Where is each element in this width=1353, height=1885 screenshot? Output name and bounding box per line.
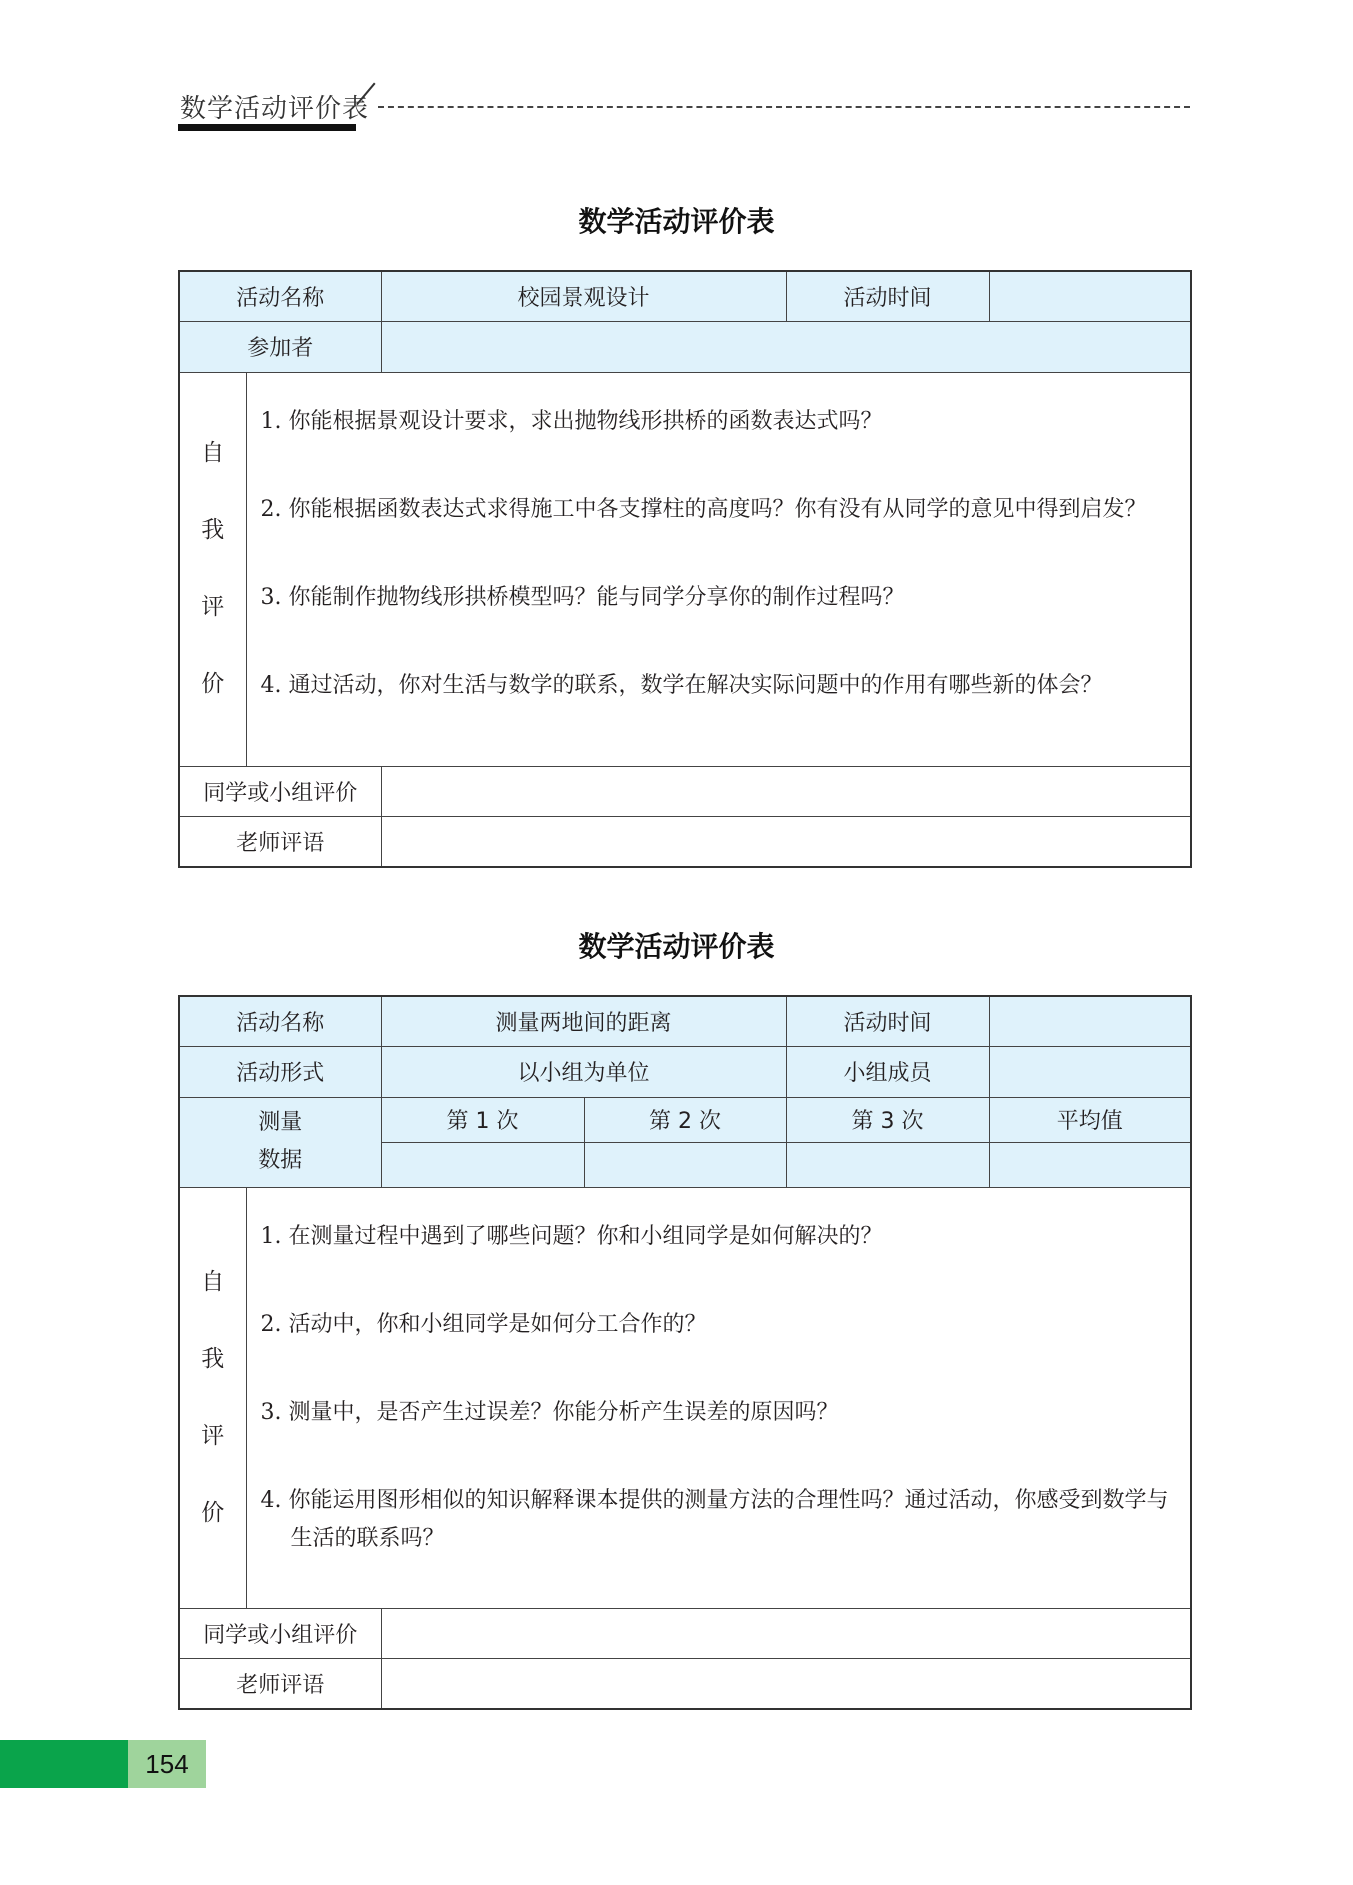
peer-evaluation-label: 同学或小组评价 — [179, 1608, 381, 1658]
question-item: 1. 你能根据景观设计要求，求出抛物线形拱桥的函数表达式吗？ — [260, 408, 883, 434]
table2-title: 数学活动评价表 — [578, 930, 775, 963]
activity-time-label: 活动时间 — [786, 271, 989, 321]
self-eval-char: 我 — [201, 517, 225, 543]
evaluation-table-1 — [178, 270, 1192, 868]
measurement-value-2 — [584, 1142, 786, 1187]
activity-time-value — [989, 996, 1191, 1046]
question-item: 3. 测量中，是否产生过误差？你能分析产生误差的原因吗？ — [260, 1399, 839, 1425]
header-underline-bar — [178, 124, 356, 131]
self-eval-char: 评 — [201, 1422, 225, 1449]
group-members-label: 小组成员 — [786, 1046, 989, 1097]
activity-name-label: 活动名称 — [179, 271, 381, 321]
self-eval-char: 我 — [201, 1345, 225, 1372]
running-header-title: 数学活动评价表 — [180, 94, 370, 124]
participants-label: 参加者 — [179, 321, 381, 372]
page-tab-green-block — [0, 1740, 128, 1788]
measurement-label-line: 测量 — [258, 1109, 303, 1135]
activity-name-label: 活动名称 — [179, 996, 381, 1046]
participants-value — [381, 321, 1191, 372]
activity-form-value: 以小组为单位 — [381, 1046, 786, 1097]
activity-name-value: 校园景观设计 — [381, 271, 786, 321]
measurement-header-1: 第 1 次 — [381, 1097, 584, 1142]
measurement-value-average — [989, 1142, 1191, 1187]
measurement-data-label — [179, 1097, 381, 1187]
self-eval-char: 自 — [201, 1268, 225, 1295]
table1-title: 数学活动评价表 — [578, 205, 775, 238]
measurement-header-3: 第 3 次 — [786, 1097, 989, 1142]
activity-time-label: 活动时间 — [786, 996, 989, 1046]
header-dashed-rule — [378, 106, 1190, 108]
group-members-value — [989, 1046, 1191, 1097]
question-item: 3. 你能制作抛物线形拱桥模型吗？能与同学分享你的制作过程吗？ — [260, 584, 905, 610]
measurement-header-average: 平均值 — [989, 1097, 1191, 1142]
self-evaluation-questions — [246, 372, 1191, 766]
measurement-value-3 — [786, 1142, 989, 1187]
self-evaluation-label — [179, 1187, 246, 1608]
question-item: 2. 活动中，你和小组同学是如何分工合作的？ — [260, 1311, 707, 1337]
self-eval-char: 评 — [201, 594, 225, 620]
activity-form-label: 活动形式 — [179, 1046, 381, 1097]
measurement-label-line: 数据 — [258, 1148, 303, 1173]
question-item: 4. 你能运用图形相似的知识解释课本提供的测量方法的合理性吗？通过活动，你感受到数学与生活的联系吗？ — [260, 1487, 1169, 1551]
peer-evaluation-label: 同学或小组评价 — [179, 766, 381, 816]
question-item: 2. 你能根据函数表达式求得施工中各支撑柱的高度吗？你有没有从同学的意见中得到启发？ — [260, 496, 1147, 522]
activity-time-value — [989, 271, 1191, 321]
evaluation-table-2 — [178, 995, 1192, 1710]
peer-evaluation-value — [381, 1608, 1191, 1658]
self-eval-char: 自 — [201, 440, 225, 466]
self-evaluation-label — [179, 372, 246, 766]
teacher-comment-value — [381, 816, 1191, 867]
self-eval-char: 价 — [201, 1499, 225, 1526]
self-evaluation-questions — [246, 1187, 1191, 1608]
peer-evaluation-value — [381, 766, 1191, 816]
measurement-value-1 — [381, 1142, 584, 1187]
teacher-comment-label: 老师评语 — [179, 816, 381, 867]
activity-name-value: 测量两地间的距离 — [381, 996, 786, 1046]
question-item: 4. 通过活动，你对生活与数学的联系，数学在解决实际问题中的作用有哪些新的体会？ — [260, 672, 1103, 698]
page-number: 154 — [145, 1749, 189, 1779]
teacher-comment-value — [381, 1658, 1191, 1709]
measurement-header-2: 第 2 次 — [584, 1097, 786, 1142]
question-item: 1. 在测量过程中遇到了哪些问题？你和小组同学是如何解决的？ — [260, 1223, 883, 1249]
self-eval-char: 价 — [201, 671, 225, 697]
teacher-comment-label: 老师评语 — [179, 1658, 381, 1709]
